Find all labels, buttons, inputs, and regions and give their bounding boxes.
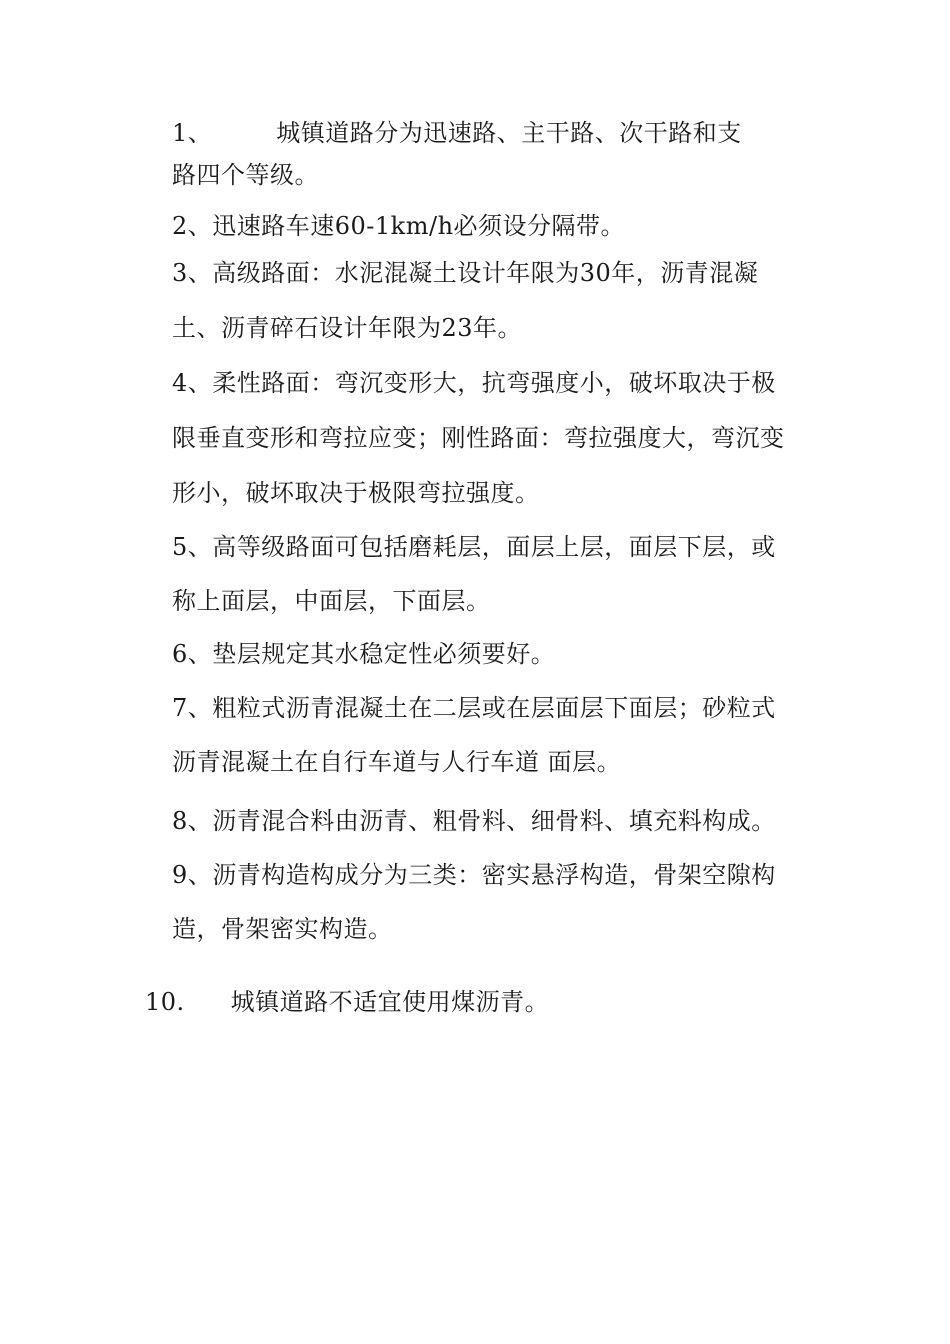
item-2-line-1: 2、迅速路车速60-1km/h必须设分隔带。 <box>172 212 626 240</box>
item-8-line-1: 8、沥青混合料由沥青、粗骨料、细骨料、填充料构成。 <box>172 807 776 835</box>
item-5-line-1: 5、高等级路面可包括磨耗层，面层上层，面层下层，或 <box>172 533 776 561</box>
item-10-line-1 <box>145 987 549 1017</box>
item-4-line-2: 限垂直变形和弯拉应变；刚性路面：弯拉强度大，弯沉变 <box>172 424 785 452</box>
item-7-line-2: 沥青混凝土在自行车道与人行车道 面层。 <box>172 748 622 776</box>
item-9-line-2: 造，骨架密实构造。 <box>172 915 393 943</box>
item-5-line-2: 称上面层，中面层，下面层。 <box>172 587 491 615</box>
item-1-line-1 <box>172 118 742 148</box>
item-3-line-2: 土、沥青碎石设计年限为23年。 <box>172 314 523 342</box>
item-10-text: 城镇道路不适宜使用煤沥青。 <box>230 988 550 1016</box>
item-6-line-1: 6、垫层规定其水稳定性必须要好。 <box>172 640 556 668</box>
item-9-line-1: 9、沥青构造构成分为三类：密实悬浮构造，骨架空隙构 <box>172 861 776 889</box>
item-4-line-1: 4、柔性路面：弯沉变形大，抗弯强度小，破坏取决于极 <box>172 369 776 397</box>
item-3-line-1: 3、高级路面：水泥混凝土设计年限为30年，沥青混凝 <box>172 259 759 287</box>
item-1-number: 1、 <box>172 119 213 147</box>
item-7-line-1: 7、粗粒式沥青混凝土在二层或在层面层下面层；砂粒式 <box>172 694 776 722</box>
item-10-number: 10. <box>145 988 185 1016</box>
item-1-line-2: 路四个等级。 <box>172 161 319 189</box>
item-1-text: 城镇道路分为迅速路、主干路、次干路和支 <box>276 119 742 147</box>
item-4-line-3: 形小，破坏取决于极限弯拉强度。 <box>172 479 540 507</box>
